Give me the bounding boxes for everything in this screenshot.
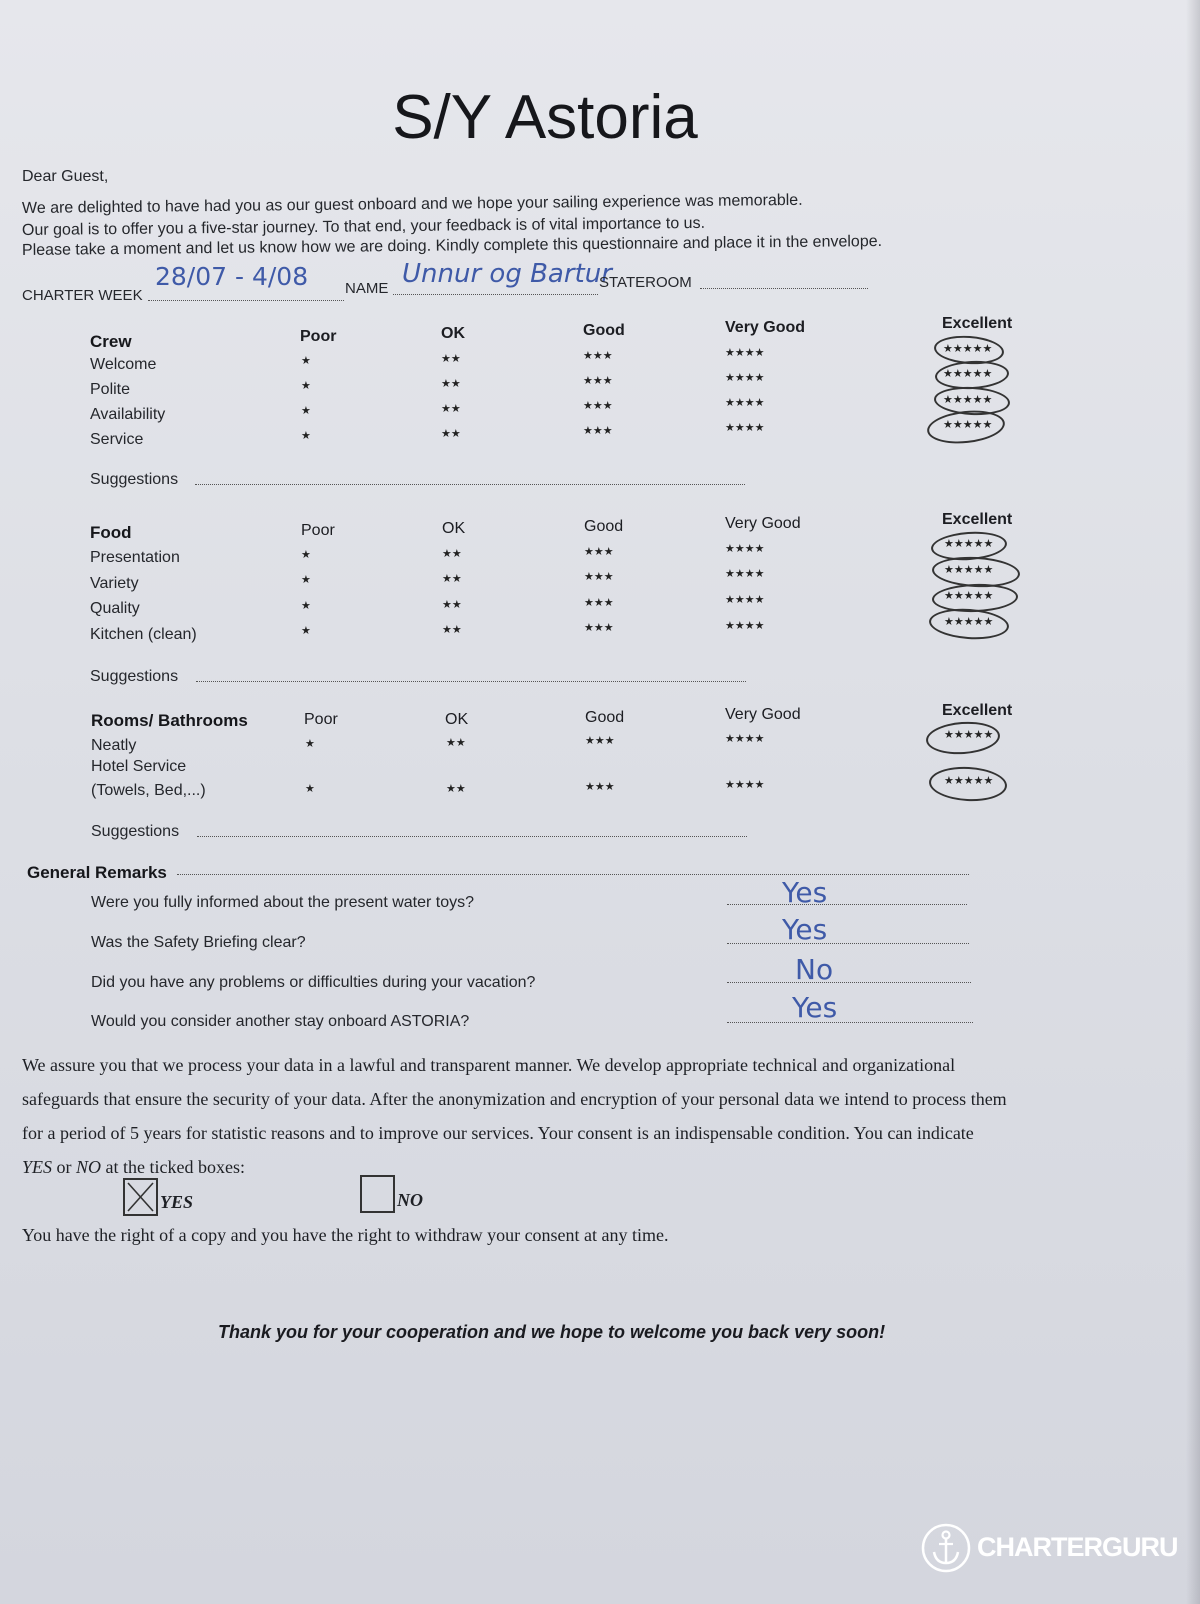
privacy-indicate-yes: YES — [22, 1157, 53, 1177]
col-head-very-good: Very Good — [725, 319, 806, 336]
name-label: NAME — [345, 280, 389, 297]
intro-line: Please take a moment and let us know how we are doing. Kindly complete this questionnaire and place it in the envelope. — [21, 232, 883, 259]
col-head-ok: OK — [442, 520, 466, 537]
stateroom-label: STATEROOM — [599, 274, 692, 291]
privacy-rights: You have the right of a copy and you have the right to withdraw your consent at any time. — [22, 1225, 669, 1245]
star-option-ok[interactable]: ★★ — [442, 624, 462, 636]
question-text: Was the Safety Briefing clear? — [91, 934, 306, 951]
question-text: Were you fully informed about the present water toys? — [91, 894, 475, 911]
col-head-good: Good — [584, 518, 624, 535]
star-option-poor[interactable]: ★ — [301, 380, 311, 392]
star-option-very-good[interactable]: ★★★★ — [725, 543, 765, 555]
star-option-good[interactable]: ★★★ — [584, 597, 614, 609]
privacy-indicate-no: NO — [76, 1157, 102, 1177]
suggestions-label: Suggestions — [91, 823, 180, 840]
name-value[interactable]: Unnur og Bartur — [402, 259, 612, 289]
col-head-very-good: Very Good — [725, 706, 801, 723]
rating-row-label: Kitchen (clean) — [90, 626, 197, 643]
star-option-poor[interactable]: ★ — [301, 405, 311, 417]
star-option-good[interactable]: ★★★ — [585, 735, 615, 747]
star-option-good[interactable]: ★★★ — [584, 622, 614, 634]
star-option-good[interactable]: ★★★ — [584, 546, 614, 558]
form-title: S/Y Astoria — [392, 83, 698, 152]
closing-message: Thank you for your cooperation and we hope to welcome you back very soon! — [218, 1322, 886, 1342]
section-title-food: Food — [90, 523, 132, 542]
star-option-ok[interactable]: ★★ — [441, 428, 461, 440]
star-option-excellent[interactable]: ★★★★★ — [944, 564, 994, 576]
answer-line — [727, 904, 967, 905]
col-head-poor: Poor — [300, 328, 337, 345]
star-option-ok[interactable]: ★★ — [446, 783, 466, 795]
star-option-good[interactable]: ★★★ — [584, 571, 614, 583]
star-option-poor[interactable]: ★ — [301, 355, 311, 367]
answer-text[interactable]: No — [795, 953, 834, 986]
star-option-very-good[interactable]: ★★★★ — [725, 372, 765, 384]
answer-text[interactable]: Yes — [782, 913, 828, 946]
star-option-good[interactable]: ★★★ — [583, 425, 613, 437]
star-option-poor[interactable]: ★ — [301, 625, 311, 637]
star-option-excellent[interactable]: ★★★★★ — [943, 368, 993, 380]
suggestions-label: Suggestions — [90, 668, 179, 685]
consent-no-checkbox[interactable] — [360, 1175, 395, 1213]
star-option-excellent[interactable]: ★★★★★ — [943, 394, 993, 406]
star-option-very-good[interactable]: ★★★★ — [725, 779, 765, 791]
consent-no-label: NO — [397, 1190, 423, 1210]
charter-week-label: CHARTER WEEK — [22, 287, 143, 304]
star-option-excellent[interactable]: ★★★★★ — [943, 343, 993, 355]
star-option-ok[interactable]: ★★ — [442, 548, 462, 560]
privacy-line: safeguards that ensure the security of your data. After the anonymization and encryption of your personal data we intend to process them — [22, 1089, 1007, 1109]
selection-circle — [925, 719, 1001, 756]
rating-row-label: Quality — [90, 600, 140, 617]
star-option-excellent[interactable]: ★★★★★ — [944, 729, 994, 741]
star-option-very-good[interactable]: ★★★★ — [725, 422, 765, 434]
rating-row-label: Availability — [90, 406, 166, 423]
privacy-line: for a period of 5 years for statistic reasons and to improve our services. Your consent is an indispensable condition. You can indicate — [22, 1123, 974, 1143]
star-option-ok[interactable]: ★★ — [442, 599, 462, 611]
section-title-crew: Crew — [90, 332, 132, 351]
star-option-poor[interactable]: ★ — [301, 574, 311, 586]
privacy-indicate-line — [22, 1157, 245, 1178]
selection-circle — [928, 765, 1008, 803]
star-option-good[interactable]: ★★★ — [583, 375, 613, 387]
star-option-very-good[interactable]: ★★★★ — [725, 397, 765, 409]
stateroom-line[interactable] — [700, 288, 868, 289]
col-head-good: Good — [583, 322, 625, 339]
selection-circle — [926, 407, 1007, 447]
star-option-excellent[interactable]: ★★★★★ — [944, 616, 994, 628]
intro-line: We are delighted to have had you as our guest onboard and we hope your sailing experience was memorable. — [21, 191, 803, 217]
col-head-ok: OK — [441, 325, 465, 342]
rating-row-label: Service — [90, 431, 144, 448]
star-option-ok[interactable]: ★★ — [441, 353, 461, 365]
col-head-very-good: Very Good — [725, 515, 801, 532]
rating-row-label: (Towels, Bed,...) — [91, 782, 206, 799]
suggestions-line[interactable] — [196, 681, 746, 682]
rating-row-label: Neatly — [91, 737, 137, 754]
consent-yes-checkbox[interactable] — [123, 1178, 158, 1216]
general-remarks-title: General Remarks — [27, 863, 167, 882]
rating-row-label: Polite — [90, 381, 131, 398]
question-text: Did you have any problems or difficulties during your vacation? — [91, 974, 536, 991]
question-text: Would you consider another stay onboard ASTORIA? — [91, 1013, 470, 1030]
star-option-good[interactable]: ★★★ — [583, 400, 613, 412]
star-option-poor[interactable]: ★ — [301, 430, 311, 442]
star-option-ok[interactable]: ★★ — [446, 737, 466, 749]
suggestions-line[interactable] — [195, 484, 745, 485]
star-option-poor[interactable]: ★ — [305, 783, 315, 795]
star-option-poor[interactable]: ★ — [305, 738, 315, 750]
rating-row-label: Variety — [90, 575, 139, 592]
col-head-good: Good — [585, 709, 625, 726]
charter-week-value[interactable]: 28/07 - 4/08 — [155, 262, 309, 291]
col-head-poor: Poor — [304, 711, 338, 728]
name-line — [393, 294, 598, 295]
answer-line — [727, 1022, 973, 1023]
star-option-poor[interactable]: ★ — [301, 600, 311, 612]
star-option-very-good[interactable]: ★★★★ — [725, 733, 765, 745]
anchor-icon — [920, 1522, 972, 1574]
star-option-poor[interactable]: ★ — [301, 549, 311, 561]
col-head-excellent: Excellent — [942, 511, 1013, 528]
watermark-text: CHARTERGURU — [977, 1532, 1178, 1562]
star-option-good[interactable]: ★★★ — [585, 781, 615, 793]
star-option-ok[interactable]: ★★ — [442, 573, 462, 585]
privacy-indicate-or: or — [56, 1157, 72, 1177]
star-option-very-good[interactable]: ★★★★ — [725, 620, 765, 632]
selection-circle — [928, 606, 1010, 642]
answer-line — [727, 982, 971, 983]
charter-week-line — [148, 300, 344, 301]
star-option-excellent[interactable]: ★★★★★ — [943, 419, 993, 431]
star-option-good[interactable]: ★★★ — [583, 350, 613, 362]
star-option-excellent[interactable]: ★★★★★ — [944, 590, 994, 602]
star-option-ok[interactable]: ★★ — [441, 378, 461, 390]
star-option-excellent[interactable]: ★★★★★ — [944, 775, 994, 787]
star-option-very-good[interactable]: ★★★★ — [725, 568, 765, 580]
section-title-rooms: Rooms/ Bathrooms — [91, 711, 248, 730]
col-head-ok: OK — [445, 711, 469, 728]
star-option-very-good[interactable]: ★★★★ — [725, 347, 765, 359]
answer-line — [727, 943, 969, 944]
rating-row-label: Hotel Service — [91, 758, 187, 775]
consent-yes-label: YES — [160, 1192, 194, 1212]
star-option-ok[interactable]: ★★ — [441, 403, 461, 415]
col-head-excellent: Excellent — [942, 315, 1013, 332]
suggestions-line[interactable] — [197, 836, 747, 837]
checkmark-x-icon — [125, 1180, 156, 1214]
answer-text[interactable]: Yes — [782, 876, 828, 909]
general-remarks-line[interactable] — [177, 874, 969, 875]
rating-row-label: Welcome — [90, 356, 157, 373]
col-head-excellent: Excellent — [942, 702, 1013, 719]
privacy-indicate-rest: at the ticked boxes: — [105, 1157, 245, 1177]
rating-row-label: Presentation — [90, 549, 180, 566]
answer-text[interactable]: Yes — [792, 991, 838, 1024]
star-option-excellent[interactable]: ★★★★★ — [944, 538, 994, 550]
greeting: Dear Guest, — [22, 168, 109, 185]
privacy-line: We assure you that we process your data in a lawful and transparent manner. We develop appropriate technical and organizational — [22, 1055, 956, 1075]
intro-line: Our goal is to offer you a five-star journey. To that end, your feedback is of vital importance to us. — [21, 214, 706, 239]
suggestions-label: Suggestions — [90, 471, 179, 488]
star-option-very-good[interactable]: ★★★★ — [725, 594, 765, 606]
col-head-poor: Poor — [301, 522, 335, 539]
